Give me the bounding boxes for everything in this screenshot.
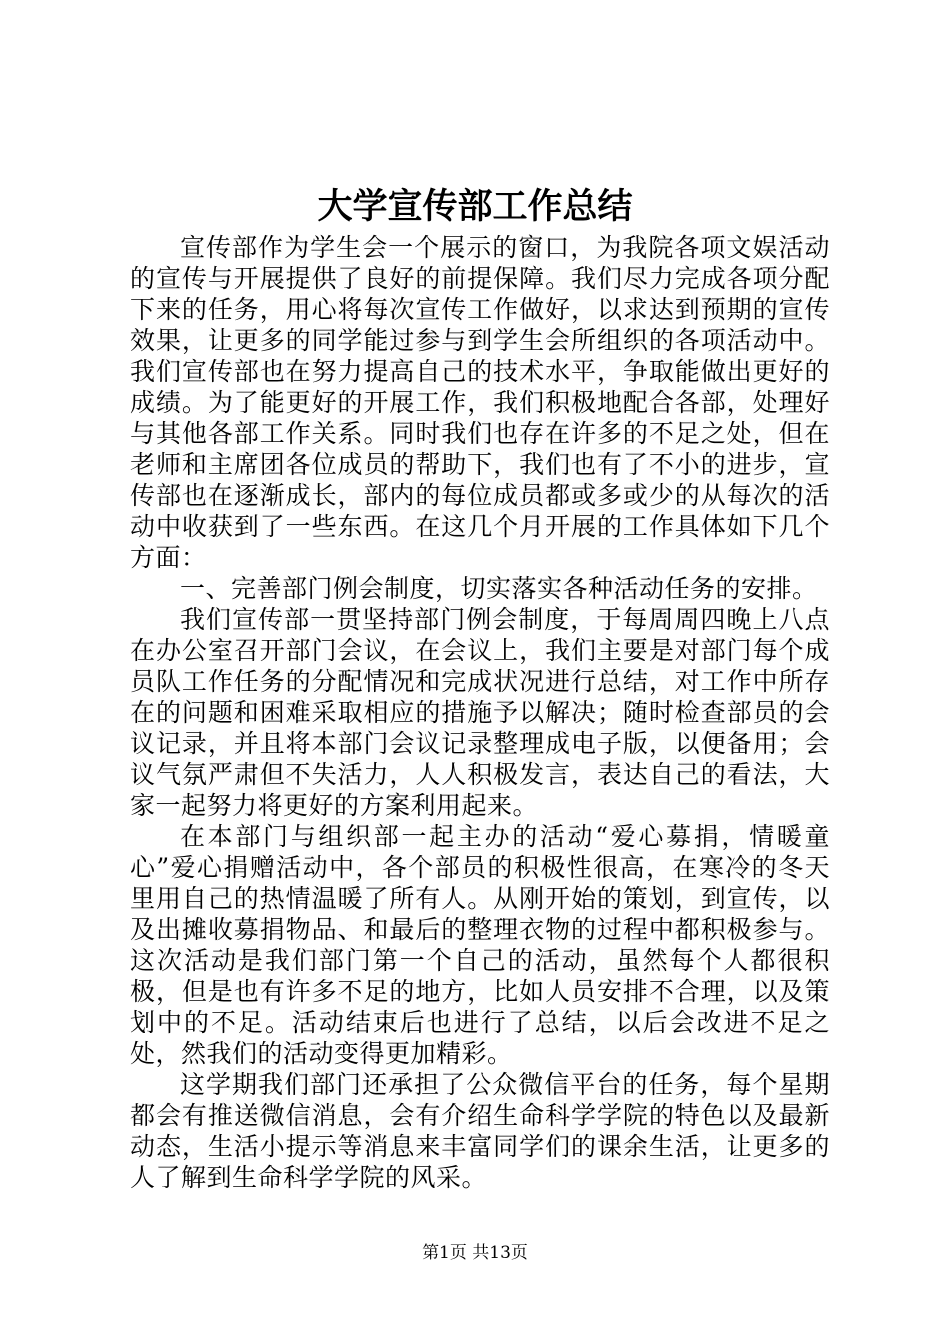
page-number-footer: 第1页 共13页 — [422, 1243, 528, 1263]
paragraph-meetings: 我们宣传部一贯坚持部门例会制度，于每周周四晚上八点在办公室召开部门会议，在会议上，我们主要是对部门每个成员队工作任务的分配情况和完成状况进行总结，对工作中所存在的问题和困难采取相应的措施予以解决；随时检查部员的会议记录，并且将本部门会议记录整理成电子版，以便备用；会议气氛严肃但不失活力，人人积极发言，表达自己的看法，大家一起努力将更好的方案利用起来。 — [130, 605, 830, 820]
paragraph-intro: 宣传部作为学生会一个展示的窗口，为我院各项文娱活动的宣传与开展提供了良好的前提保障。我们尽力完成各项分配下来的任务，用心将每次宣传工作做好，以求达到预期的宣传效果，让更多的同学能过参与到学生会所组织的各项活动中。我们宣传部也在努力提高自己的技术水平，争取能做出更好的成绩。为了能更好的开展工作，我们积极地配合各部，处理好与其他各部工作关系。同时我们也存在许多的不足之处，但在老师和主席团各位成员的帮助下，我们也有了不小的进步，宣传部也在逐渐成长，部内的每位成员都或多或少的从每次的活动中收获到了一些东西。在这几个月开展的工作具体如下几个方面： — [130, 233, 830, 572]
document-title: 大学宣传部工作总结 — [317, 187, 633, 227]
document-body — [130, 232, 830, 1193]
paragraph-wechat: 这学期我们部门还承担了公众微信平台的任务，每个星期都会有推送微信消息，会有介绍生命科学学院的特色以及最新动态，生活小提示等消息来丰富同学们的课余生活，让更多的人了解到生命科学学院的风采。 — [130, 1070, 830, 1192]
paragraph-charity-event: 在本部门与组织部一起主办的活动“爱心募捐，情暖童心”爱心捐赠活动中，各个部员的积极性很高，在寒冷的冬天里用自己的热情温暖了所有人。从刚开始的策划，到宣传，以及出摊收募捐物品、和最后的整理衣物的过程中都积极参与。这次活动是我们部门第一个自己的活动，虽然每个人都很积极，但是也有许多不足的地方，比如人员安排不合理，以及策划中的不足。活动结束后也进行了总结，以后会改进不足之处，然我们的活动变得更加精彩。 — [130, 822, 830, 1068]
section-heading-1: 一、完善部门例会制度，切实落实各种活动任务的安排。 — [180, 574, 818, 603]
